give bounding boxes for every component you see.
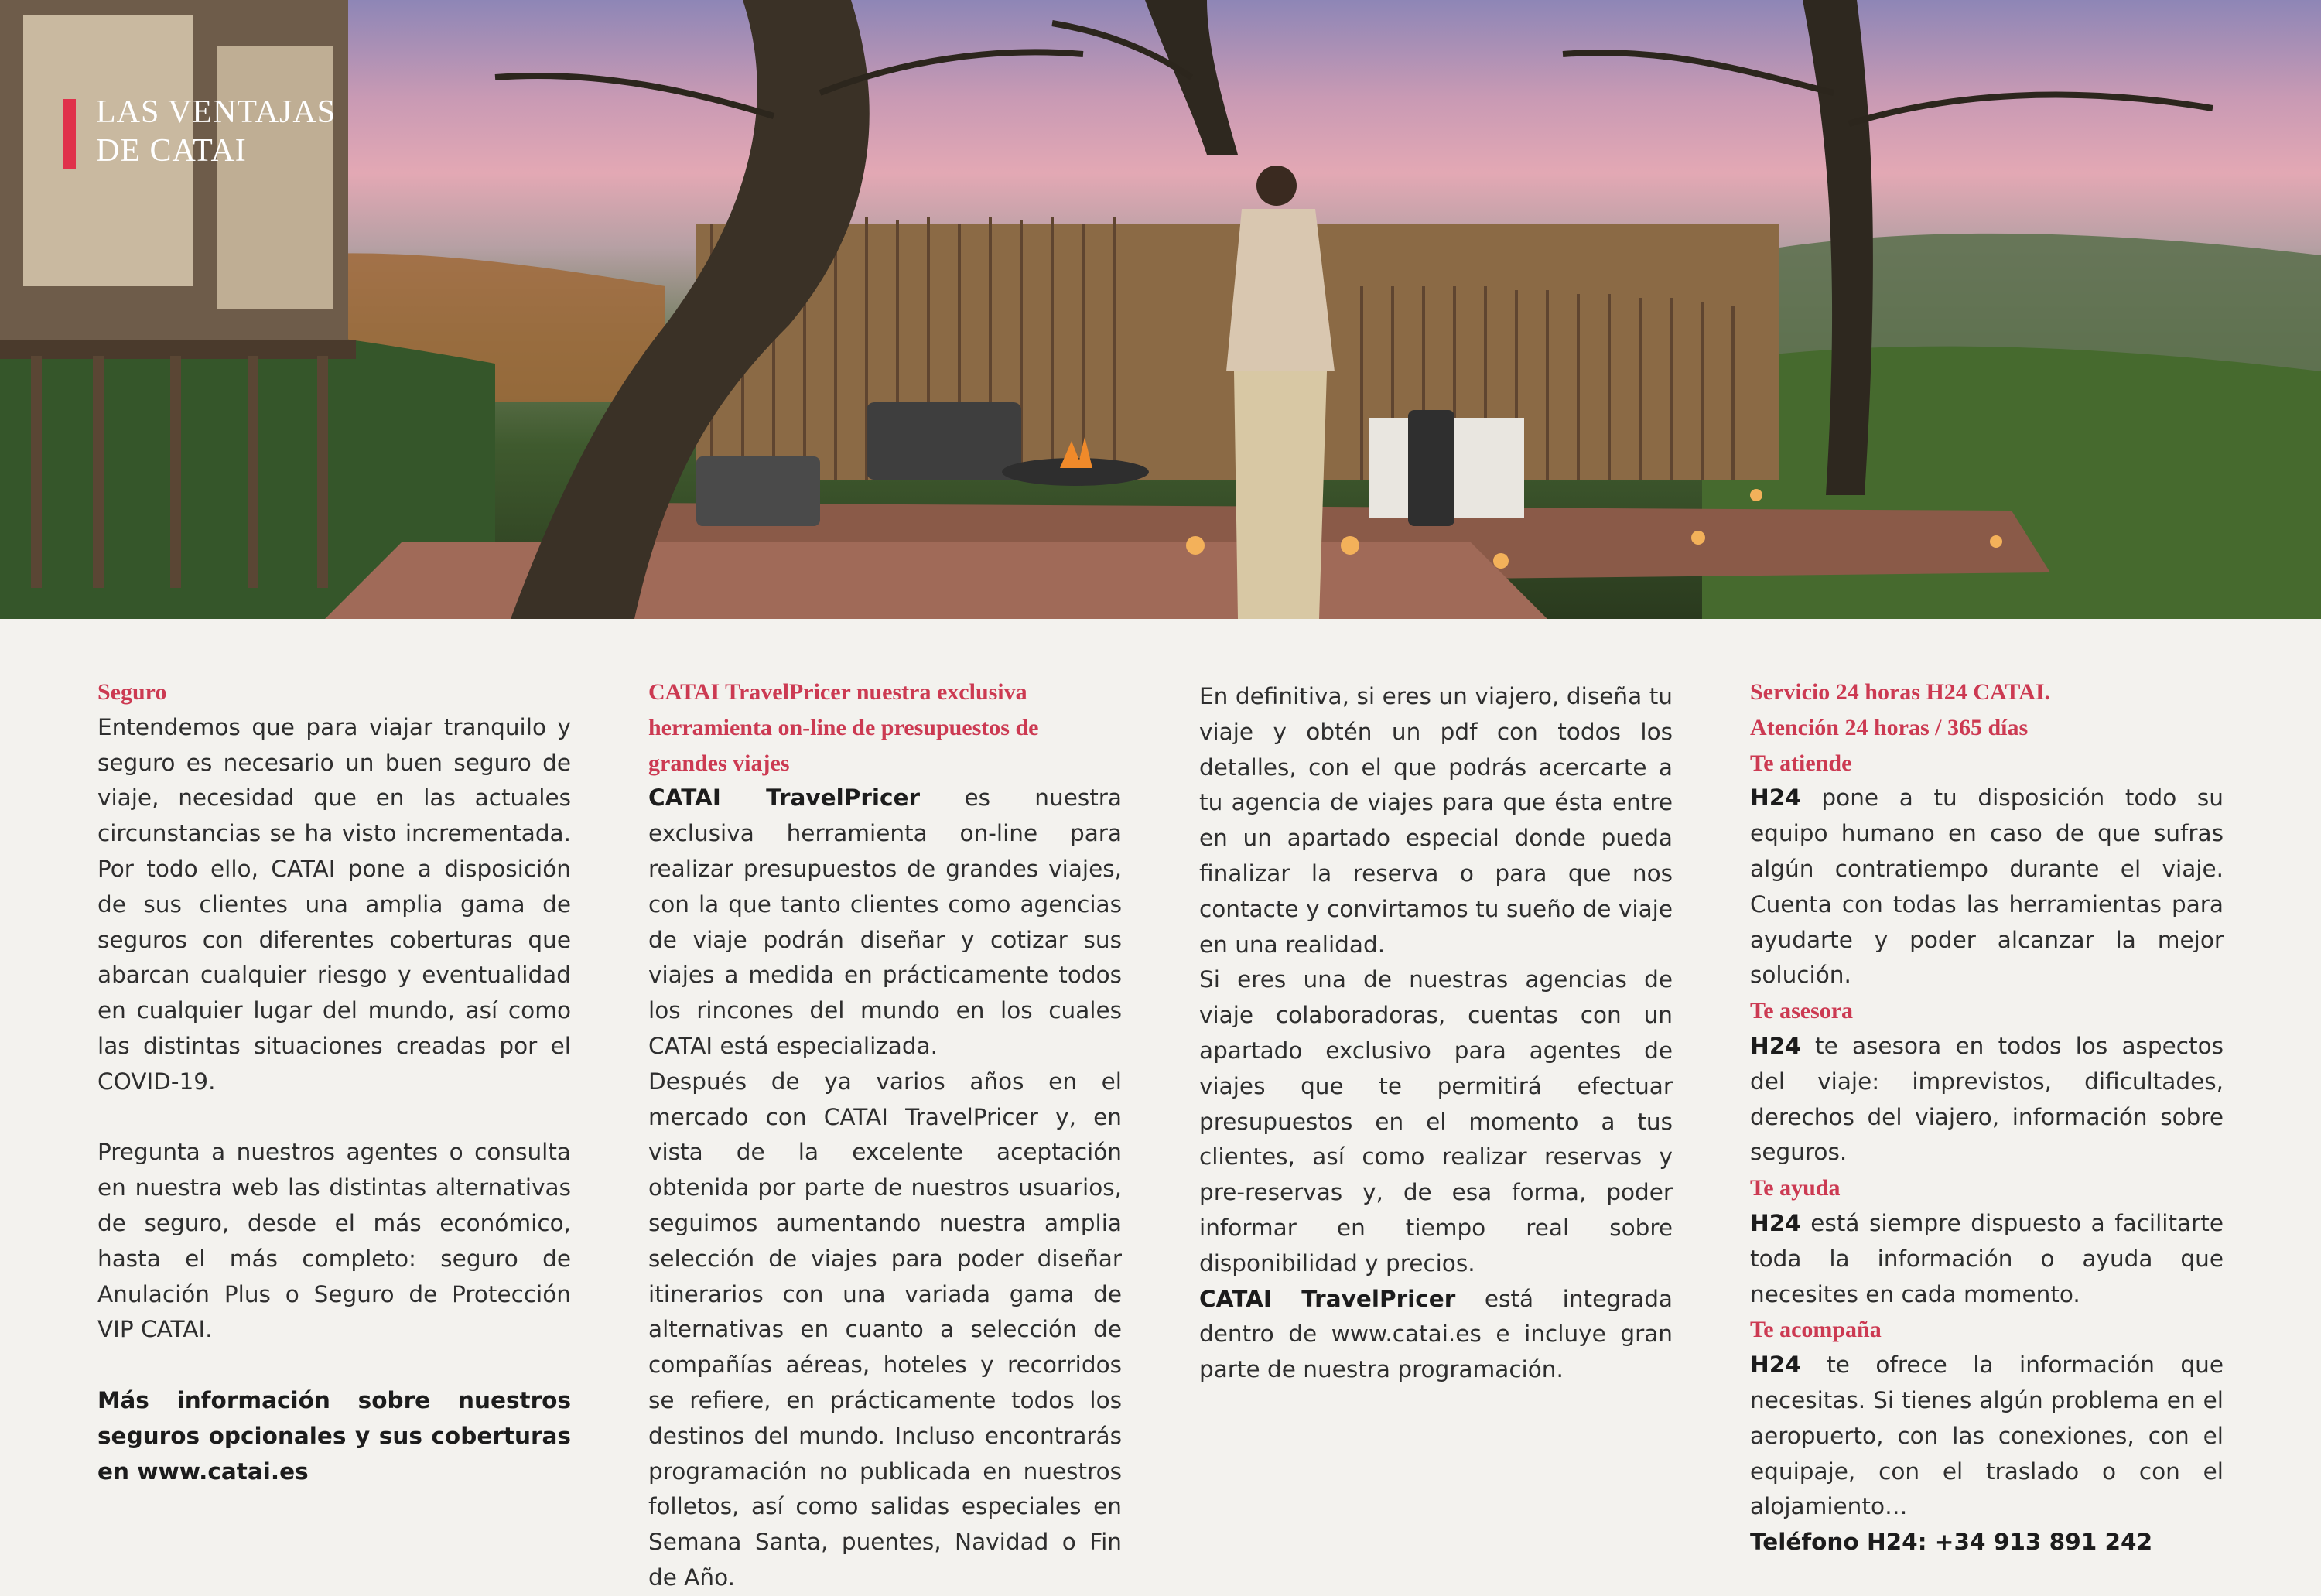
travelpricer-paragraph-1 (648, 781, 1122, 1064)
h24-phone: Teléfono H24: +34 913 891 242 (1750, 1529, 2153, 1556)
h24-label: H24 (1750, 1032, 1801, 1059)
h24-acompana-text (1750, 1348, 2224, 1525)
seguro-paragraph-1: Entendemos que para viajar tranquilo y seguro es necesario un buen seguro de viaje, necesidad que en las actuales circunstancias se ha visto incrementada. Por todo ello, CATAI pone a disposición de sus clientes una amplia gama de seguros con diferentes coberturas que abarcan cualquier riesgo y eventualidad en cualquier lugar del mundo, así como las distintas situaciones creadas por el COVID-19. (97, 713, 571, 1095)
definitiva-paragraph-3 (1199, 1282, 1673, 1388)
h24-acompana-body: te ofrece la información que necesitas. Si tienes algún problema en el aeropuerto, con las conexiones, con el equipaje, con el traslado o con el alojamiento… (1750, 1352, 2224, 1520)
definitiva-brand: CATAI TravelPricer (1199, 1285, 1456, 1312)
travelpricer-brand: CATAI TravelPricer (648, 784, 921, 812)
h24-sub-ayuda: Te ayuda (1750, 1175, 1841, 1201)
seguro-more-info: Más información sobre nuestros seguros opcionales y sus coberturas en www.catai.es (97, 1386, 571, 1485)
h24-atiende-body: pone a tu disposición todo su equipo humano en caso de que sufras algún contratiempo durante el viaje. Cuenta con todas las herramientas para ayudarte y poder alcanzar la mejor solución. (1750, 784, 2224, 989)
h24-label: H24 (1750, 784, 1801, 812)
h24-label: H24 (1750, 1209, 1801, 1236)
seguro-paragraph-2: Pregunta a nuestros agentes o consulta en nuestra web las distintas alternativas de seguro, desde el más económico, hasta el más completo: seguro de Anulación Plus o Seguro de Protección VIP CATAI. (97, 1139, 571, 1343)
h24-sub-asesora: Te asesora (1750, 998, 1854, 1024)
safari-scene-illustration (0, 0, 2321, 619)
h24-atiende-text (1750, 781, 2224, 993)
column-seguro (97, 675, 571, 1489)
travelpricer-heading: CATAI TravelPricer nuestra exclusiva herramienta on-line de presupuestos de grandes viajes (648, 679, 1039, 776)
h24-asesora-text (1750, 1029, 2224, 1171)
h24-asesora-body: te asesora en todos los aspectos del viaje: imprevistos, dificultades, derechos del viajero, información sobre seguros. (1750, 1032, 2224, 1166)
seguro-heading: Seguro (97, 679, 167, 705)
column-definitiva (1199, 675, 1673, 1388)
travelpricer-paragraph-1-text: es nuestra exclusiva herramienta on-line para realizar presupuestos de grandes viajes, con la que tanto clientes como agencias de viaje podrán diseñar y cotizar sus viajes a medida en prácticamente todos los rincones del mundo en los cuales CATAI está especializada. (648, 784, 1122, 1059)
h24-sub-atiende: Te atiende (1750, 750, 1852, 776)
hero-photo (0, 0, 2321, 619)
h24-label: H24 (1750, 1352, 1801, 1379)
section-title-line1: LAS VENTAJAS (96, 94, 337, 130)
h24-heading-1: Servicio 24 horas H24 CATAI. (1750, 679, 2051, 705)
h24-ayuda-text (1750, 1206, 2224, 1312)
column-travelpricer (648, 675, 1122, 1596)
section-title (96, 93, 336, 170)
h24-heading-2: Atención 24 horas / 365 días (1750, 714, 2029, 740)
h24-sub-acompana: Te acompaña (1750, 1317, 1882, 1343)
column-h24 (1750, 675, 2224, 1560)
brand-accent-bar (63, 99, 76, 169)
definitiva-paragraph-1: En definitiva, si eres un viajero, diseña tu viaje y obtén un pdf con todos los detalles, con el que podrás acercarte a tu agencia de viajes para que ésta entre en un apartado especial donde pueda finalizar la reserva o para que nos contacte y convirtamos tu sueño de viaje en una realidad. (1199, 683, 1673, 958)
travelpricer-paragraph-2: Después de ya varios años en el mercado con CATAI TravelPricer y, en vista de la excelente aceptación obtenida por parte de nuestros usuarios, seguimos aumentando nuestra amplia selección de viajes para poder diseñar itinerarios con una variada gama de alternativas en cuanto a selección de compañías aéreas, hoteles y recorridos se refiere, en prácticamente todos los destinos del mundo. Incluso encontrarás programación no publicada en nuestros folletos, así como salidas especiales en Semana Santa, puentes, Navidad o Fin de Año. (648, 1068, 1122, 1591)
definitiva-paragraph-3-text: está integrada dentro de www.catai.es e incluye gran parte de nuestra programación. (1199, 1285, 1673, 1383)
section-title-line2: DE CATAI (96, 133, 247, 169)
definitiva-paragraph-2: Si eres una de nuestras agencias de viaje colaboradoras, cuentas con un apartado exclusivo para agentes de viajes que te permitirá efectuar presupuestos en el momento a tus clientes, así como realizar reservas y pre-reservas y, de esa forma, poder informar en tiempo real sobre disponibilidad y precios. (1199, 966, 1673, 1276)
h24-ayuda-body: está siempre dispuesto a facilitarte toda la información o ayuda que necesites en cada momento. (1750, 1209, 2224, 1307)
